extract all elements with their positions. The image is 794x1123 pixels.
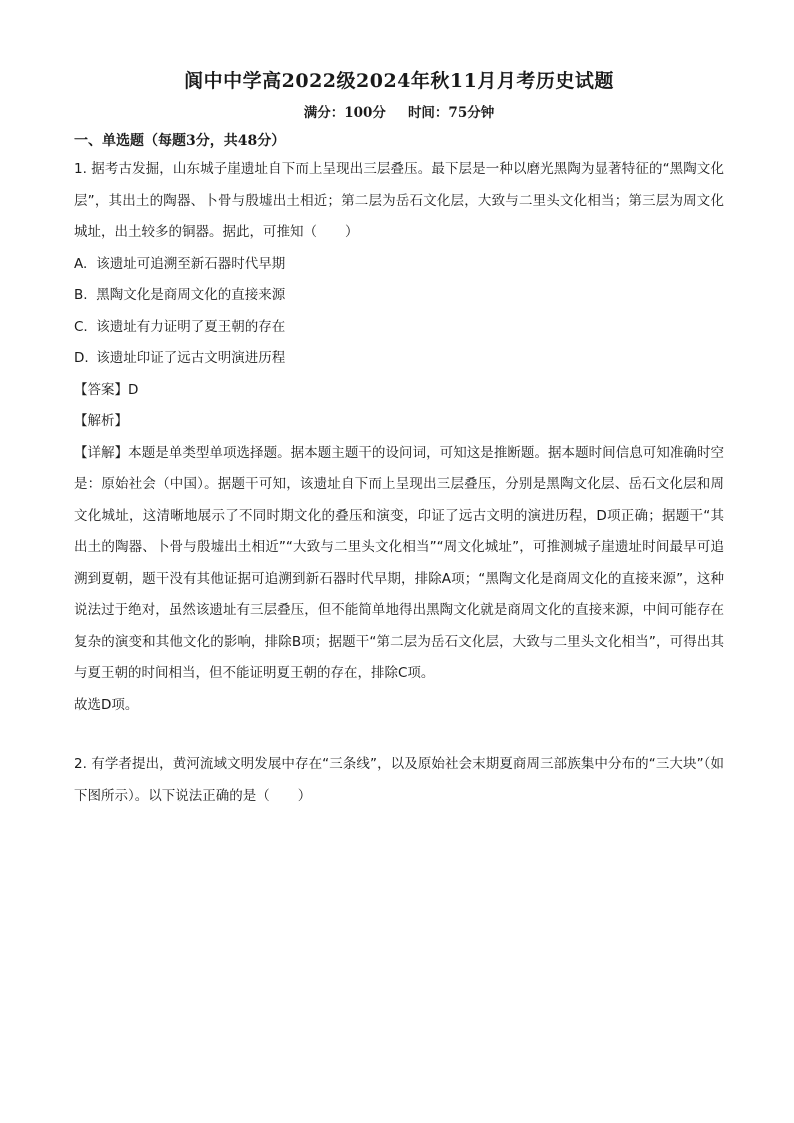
question-2 xyxy=(74,749,724,812)
question-2-stem xyxy=(74,749,724,812)
conclusion: 故选D项。 xyxy=(74,696,139,713)
option-text: 黑陶文化是商周文化的直接来源 xyxy=(96,287,286,303)
answer-label: 【答案】 xyxy=(74,381,128,398)
option-d xyxy=(74,343,724,375)
option-text: 该遗址可追溯至新石器时代早期 xyxy=(96,255,286,272)
exam-meta xyxy=(74,102,724,124)
question-2-stem-end: ） xyxy=(297,787,312,804)
option-text: 该遗址印证了远古文明演进历程 xyxy=(96,350,286,366)
question-2-stem-text: 2. 有学者提出，黄河流域文明发展中存在“三条线”，以及原始社会末期夏商周三部族集中分布的“三大块”（如下图所示）。以下说法正确的是（ xyxy=(74,756,724,804)
option-text: 该遗址有力证明了夏王朝的存在 xyxy=(96,318,286,335)
question-1 xyxy=(74,154,724,721)
time-label: 时间：75分钟 xyxy=(407,105,495,121)
score-label: 满分：100分 xyxy=(303,105,386,121)
detail-explanation: 【详解】本题是单类型单项选择题。据本题主题干的设问词，可知这是推断题。据本题时间信息可知准确时空是：原始社会（中国）。据题干可知，该遗址自下而上呈现出三层叠压，分别是黑陶文化层、岳石文化层和周文化城址，这清晰地展示了不同时期文化的叠压和演变，印证了远古文明的演进历程，D项正确；据题干“其出土的陶器、卜骨与殷墟出土相近”“大致与二里头文化相当”“周文化城址”，可推测城子崖遗址时间最早可追溯到夏朝，题干没有其他证据可追溯到新石器时代早期，排除A项；“黑陶文化是商周文化的直接来源”，这种说法过于绝对，虽然该遗址有三层叠压，但不能简单地得出黑陶文化就是商周文化的直接来源，中间可能存在复杂的演变和其他文化的影响，排除B项；据题干“第二层为岳石文化层，大致与二里头文化相当”，可得出其与夏王朝的时间相当，但不能证明夏王朝的存在，排除C项。 xyxy=(74,444,724,681)
page-title: 阆中中学高2022级2024年秋11月月考历史试题 xyxy=(184,70,614,92)
option-c xyxy=(74,312,724,344)
option-letter: D. xyxy=(74,350,89,366)
question-1-stem xyxy=(74,154,724,249)
option-letter: B. xyxy=(74,287,88,303)
option-b xyxy=(74,280,724,312)
analysis-label: 【解析】 xyxy=(74,413,128,429)
question-1-stem-text: 1. 据考古发掘，山东城子崖遗址自下而上呈现出三层叠压。最下层是一种以磨光黑陶为显著特征的“黑陶文化层”，其出土的陶器、卜骨与殷墟出土相近；第二层为岳石文化层，大致与二里头文化相当；第三层为周文化城址，出土较多的铜器。据此，可推知（ xyxy=(74,161,724,240)
question-1-stem-end: ） xyxy=(345,224,359,240)
answer-value: D xyxy=(128,381,139,398)
option-letter: C. xyxy=(74,318,88,335)
option-a xyxy=(74,249,724,281)
answer-line xyxy=(74,375,724,407)
section-heading: 一、单选题（每题3分，共48分） xyxy=(74,133,286,149)
option-letter: A. xyxy=(74,255,88,272)
